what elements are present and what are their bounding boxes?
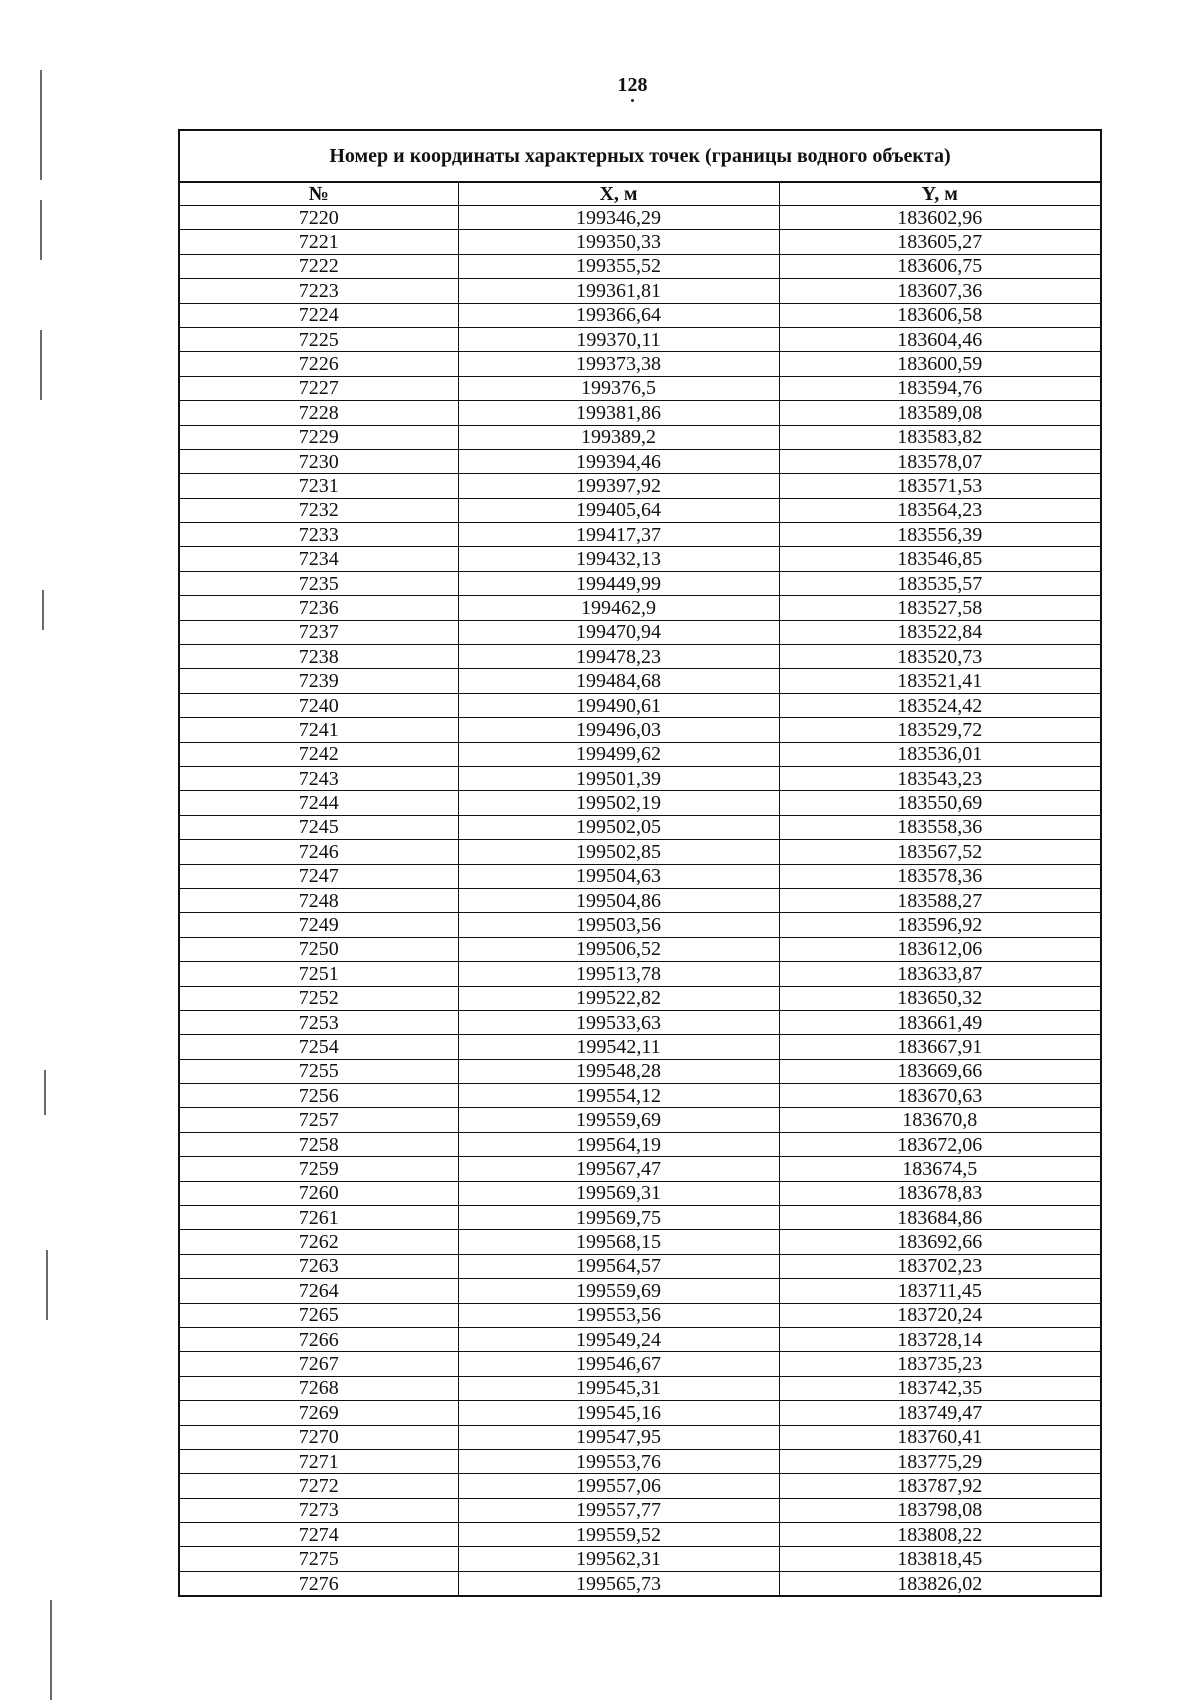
x-coordinate-cell: 199569,31	[458, 1181, 779, 1205]
table-row	[179, 645, 1101, 669]
point-number-cell: 7231	[179, 474, 458, 498]
table-row	[179, 1376, 1101, 1400]
table-row	[179, 1181, 1101, 1205]
point-number-cell: 7242	[179, 742, 458, 766]
table-row	[179, 1523, 1101, 1547]
table-row	[179, 1498, 1101, 1522]
y-coordinate-cell: 183711,45	[779, 1279, 1101, 1303]
point-number-cell: 7224	[179, 303, 458, 327]
point-number-cell: 7266	[179, 1327, 458, 1351]
table-row	[179, 206, 1101, 230]
y-coordinate-cell: 183678,83	[779, 1181, 1101, 1205]
x-coordinate-cell: 199559,52	[458, 1523, 779, 1547]
table-row	[179, 962, 1101, 986]
x-coordinate-cell: 199432,13	[458, 547, 779, 571]
point-number-cell: 7271	[179, 1449, 458, 1473]
y-coordinate-cell: 183826,02	[779, 1571, 1101, 1596]
x-coordinate-cell: 199504,63	[458, 864, 779, 888]
table-row	[179, 1303, 1101, 1327]
point-number-cell: 7248	[179, 888, 458, 912]
x-coordinate-cell: 199522,82	[458, 986, 779, 1010]
table-row	[179, 864, 1101, 888]
table-row	[179, 791, 1101, 815]
x-coordinate-cell: 199361,81	[458, 279, 779, 303]
x-coordinate-cell: 199547,95	[458, 1425, 779, 1449]
point-number-cell: 7239	[179, 669, 458, 693]
point-number-cell: 7274	[179, 1523, 458, 1547]
point-number-cell: 7229	[179, 425, 458, 449]
point-number-cell: 7252	[179, 986, 458, 1010]
y-coordinate-cell: 183524,42	[779, 693, 1101, 717]
x-coordinate-cell: 199549,24	[458, 1327, 779, 1351]
point-number-cell: 7245	[179, 815, 458, 839]
x-coordinate-cell: 199499,62	[458, 742, 779, 766]
y-coordinate-cell: 183672,06	[779, 1132, 1101, 1156]
table-row	[179, 376, 1101, 400]
table-row	[179, 523, 1101, 547]
point-number-cell: 7257	[179, 1108, 458, 1132]
x-coordinate-cell: 199496,03	[458, 718, 779, 742]
x-coordinate-cell: 199553,56	[458, 1303, 779, 1327]
table-row	[179, 986, 1101, 1010]
x-coordinate-cell: 199564,19	[458, 1132, 779, 1156]
table-row	[179, 327, 1101, 351]
x-coordinate-cell: 199559,69	[458, 1279, 779, 1303]
point-number-cell: 7228	[179, 401, 458, 425]
table-row	[179, 449, 1101, 473]
x-coordinate-cell: 199373,38	[458, 352, 779, 376]
y-coordinate-cell: 183546,85	[779, 547, 1101, 571]
y-coordinate-cell: 183674,5	[779, 1157, 1101, 1181]
y-coordinate-cell: 183735,23	[779, 1352, 1101, 1376]
y-coordinate-cell: 183808,22	[779, 1523, 1101, 1547]
point-number-cell: 7276	[179, 1571, 458, 1596]
table-row	[179, 230, 1101, 254]
x-coordinate-cell: 199502,05	[458, 815, 779, 839]
table-row	[179, 1035, 1101, 1059]
x-coordinate-cell: 199557,06	[458, 1474, 779, 1498]
column-header-x: X, м	[458, 182, 779, 206]
column-header-y: Y, м	[779, 182, 1101, 206]
table-row	[179, 1254, 1101, 1278]
x-coordinate-cell: 199567,47	[458, 1157, 779, 1181]
table-row	[179, 1059, 1101, 1083]
table-row	[179, 1230, 1101, 1254]
table-body	[179, 206, 1101, 1597]
table-row	[179, 1010, 1101, 1034]
x-coordinate-cell: 199553,76	[458, 1449, 779, 1473]
point-number-cell: 7243	[179, 766, 458, 790]
x-coordinate-cell: 199462,9	[458, 596, 779, 620]
x-coordinate-cell: 199490,61	[458, 693, 779, 717]
x-coordinate-cell: 199546,67	[458, 1352, 779, 1376]
x-coordinate-cell: 199397,92	[458, 474, 779, 498]
y-coordinate-cell: 183607,36	[779, 279, 1101, 303]
y-coordinate-cell: 183720,24	[779, 1303, 1101, 1327]
point-number-cell: 7222	[179, 254, 458, 278]
table-row	[179, 425, 1101, 449]
point-number-cell: 7249	[179, 913, 458, 937]
y-coordinate-cell: 183536,01	[779, 742, 1101, 766]
table-row	[179, 571, 1101, 595]
table-row	[179, 1206, 1101, 1230]
table-row	[179, 840, 1101, 864]
point-number-cell: 7260	[179, 1181, 458, 1205]
x-coordinate-cell: 199381,86	[458, 401, 779, 425]
y-coordinate-cell: 183775,29	[779, 1449, 1101, 1473]
table-row	[179, 1352, 1101, 1376]
y-coordinate-cell: 183670,63	[779, 1084, 1101, 1108]
point-number-cell: 7268	[179, 1376, 458, 1400]
scan-edge-mark	[40, 330, 42, 400]
x-coordinate-cell: 199394,46	[458, 449, 779, 473]
y-coordinate-cell: 183670,8	[779, 1108, 1101, 1132]
y-coordinate-cell: 183550,69	[779, 791, 1101, 815]
x-coordinate-cell: 199548,28	[458, 1059, 779, 1083]
y-coordinate-cell: 183692,66	[779, 1230, 1101, 1254]
y-coordinate-cell: 183742,35	[779, 1376, 1101, 1400]
y-coordinate-cell: 183604,46	[779, 327, 1101, 351]
x-coordinate-cell: 199554,12	[458, 1084, 779, 1108]
point-number-cell: 7259	[179, 1157, 458, 1181]
point-number-cell: 7238	[179, 645, 458, 669]
point-number-cell: 7269	[179, 1401, 458, 1425]
x-coordinate-cell: 199513,78	[458, 962, 779, 986]
x-coordinate-cell: 199569,75	[458, 1206, 779, 1230]
column-header-number: №	[179, 182, 458, 206]
y-coordinate-cell: 183556,39	[779, 523, 1101, 547]
y-coordinate-cell: 183558,36	[779, 815, 1101, 839]
y-coordinate-cell: 183602,96	[779, 206, 1101, 230]
x-coordinate-cell: 199504,86	[458, 888, 779, 912]
table-row	[179, 474, 1101, 498]
point-number-cell: 7273	[179, 1498, 458, 1522]
x-coordinate-cell: 199503,56	[458, 913, 779, 937]
table-row	[179, 815, 1101, 839]
point-number-cell: 7262	[179, 1230, 458, 1254]
y-coordinate-cell: 183589,08	[779, 401, 1101, 425]
y-coordinate-cell: 183596,92	[779, 913, 1101, 937]
point-number-cell: 7223	[179, 279, 458, 303]
point-number-cell: 7275	[179, 1547, 458, 1571]
table-row	[179, 913, 1101, 937]
y-coordinate-cell: 183612,06	[779, 937, 1101, 961]
x-coordinate-cell: 199470,94	[458, 620, 779, 644]
y-coordinate-cell: 183760,41	[779, 1425, 1101, 1449]
x-coordinate-cell: 199568,15	[458, 1230, 779, 1254]
table-row	[179, 937, 1101, 961]
point-number-cell: 7253	[179, 1010, 458, 1034]
point-number-cell: 7232	[179, 498, 458, 522]
scan-edge-mark	[42, 590, 44, 630]
y-coordinate-cell: 183578,36	[779, 864, 1101, 888]
table-row	[179, 1425, 1101, 1449]
point-number-cell: 7265	[179, 1303, 458, 1327]
x-coordinate-cell: 199545,16	[458, 1401, 779, 1425]
point-number-cell: 7258	[179, 1132, 458, 1156]
point-number-cell: 7244	[179, 791, 458, 815]
x-coordinate-cell: 199370,11	[458, 327, 779, 351]
point-number-cell: 7270	[179, 1425, 458, 1449]
table-row	[179, 1132, 1101, 1156]
point-number-cell: 7240	[179, 693, 458, 717]
x-coordinate-cell: 199484,68	[458, 669, 779, 693]
point-number-cell: 7264	[179, 1279, 458, 1303]
table-row	[179, 254, 1101, 278]
table-row	[179, 352, 1101, 376]
point-number-cell: 7227	[179, 376, 458, 400]
table-row	[179, 718, 1101, 742]
y-coordinate-cell: 183529,72	[779, 718, 1101, 742]
x-coordinate-cell: 199564,57	[458, 1254, 779, 1278]
x-coordinate-cell: 199355,52	[458, 254, 779, 278]
table-row	[179, 1571, 1101, 1596]
y-coordinate-cell: 183684,86	[779, 1206, 1101, 1230]
y-coordinate-cell: 183543,23	[779, 766, 1101, 790]
table-row	[179, 1327, 1101, 1351]
table-row	[179, 669, 1101, 693]
table-row	[179, 279, 1101, 303]
y-coordinate-cell: 183564,23	[779, 498, 1101, 522]
y-coordinate-cell: 183749,47	[779, 1401, 1101, 1425]
x-coordinate-cell: 199502,85	[458, 840, 779, 864]
table-row	[179, 1547, 1101, 1571]
x-coordinate-cell: 199565,73	[458, 1571, 779, 1596]
table-row	[179, 547, 1101, 571]
y-coordinate-cell: 183667,91	[779, 1035, 1101, 1059]
table-row	[179, 1474, 1101, 1498]
x-coordinate-cell: 199502,19	[458, 791, 779, 815]
y-coordinate-cell: 183605,27	[779, 230, 1101, 254]
y-coordinate-cell: 183798,08	[779, 1498, 1101, 1522]
table-row	[179, 596, 1101, 620]
table-row	[179, 498, 1101, 522]
y-coordinate-cell: 183522,84	[779, 620, 1101, 644]
point-number-cell: 7256	[179, 1084, 458, 1108]
point-number-cell: 7261	[179, 1206, 458, 1230]
x-coordinate-cell: 199545,31	[458, 1376, 779, 1400]
point-number-cell: 7272	[179, 1474, 458, 1498]
point-number-cell: 7221	[179, 230, 458, 254]
scan-edge-mark	[40, 200, 42, 260]
table-row	[179, 1084, 1101, 1108]
y-coordinate-cell: 183606,58	[779, 303, 1101, 327]
y-coordinate-cell: 183633,87	[779, 962, 1101, 986]
y-coordinate-cell: 183787,92	[779, 1474, 1101, 1498]
point-number-cell: 7234	[179, 547, 458, 571]
x-coordinate-cell: 199559,69	[458, 1108, 779, 1132]
x-coordinate-cell: 199346,29	[458, 206, 779, 230]
y-coordinate-cell: 183521,41	[779, 669, 1101, 693]
y-coordinate-cell: 183702,23	[779, 1254, 1101, 1278]
x-coordinate-cell: 199542,11	[458, 1035, 779, 1059]
x-coordinate-cell: 199506,52	[458, 937, 779, 961]
x-coordinate-cell: 199376,5	[458, 376, 779, 400]
x-coordinate-cell: 199417,37	[458, 523, 779, 547]
y-coordinate-cell: 183600,59	[779, 352, 1101, 376]
table-row	[179, 1449, 1101, 1473]
table-row	[179, 1401, 1101, 1425]
point-number-cell: 7247	[179, 864, 458, 888]
y-coordinate-cell: 183728,14	[779, 1327, 1101, 1351]
x-coordinate-cell: 199449,99	[458, 571, 779, 595]
page-number: 128	[0, 74, 1200, 102]
y-coordinate-cell: 183571,53	[779, 474, 1101, 498]
table-header-row	[179, 182, 1101, 206]
x-coordinate-cell: 199501,39	[458, 766, 779, 790]
table-row	[179, 1157, 1101, 1181]
table-row	[179, 766, 1101, 790]
y-coordinate-cell: 183669,66	[779, 1059, 1101, 1083]
y-coordinate-cell: 183520,73	[779, 645, 1101, 669]
point-number-cell: 7250	[179, 937, 458, 961]
y-coordinate-cell: 183594,76	[779, 376, 1101, 400]
table-row	[179, 693, 1101, 717]
x-coordinate-cell: 199533,63	[458, 1010, 779, 1034]
point-number-cell: 7220	[179, 206, 458, 230]
x-coordinate-cell: 199405,64	[458, 498, 779, 522]
x-coordinate-cell: 199350,33	[458, 230, 779, 254]
coordinates-table	[178, 129, 1102, 1597]
point-number-cell: 7241	[179, 718, 458, 742]
y-coordinate-cell: 183650,32	[779, 986, 1101, 1010]
y-coordinate-cell: 183661,49	[779, 1010, 1101, 1034]
point-number-cell: 7230	[179, 449, 458, 473]
table-row	[179, 1108, 1101, 1132]
table-row	[179, 401, 1101, 425]
y-coordinate-cell: 183578,07	[779, 449, 1101, 473]
table-caption: Номер и координаты характерных точек (границы водного объекта)	[179, 130, 1101, 182]
point-number-cell: 7263	[179, 1254, 458, 1278]
y-coordinate-cell: 183527,58	[779, 596, 1101, 620]
point-number-cell: 7226	[179, 352, 458, 376]
point-number-cell: 7236	[179, 596, 458, 620]
y-coordinate-cell: 183818,45	[779, 1547, 1101, 1571]
point-number-cell: 7225	[179, 327, 458, 351]
point-number-cell: 7255	[179, 1059, 458, 1083]
table-row	[179, 303, 1101, 327]
table-row	[179, 1279, 1101, 1303]
table-row	[179, 742, 1101, 766]
scan-edge-mark	[44, 1070, 46, 1115]
x-coordinate-cell: 199562,31	[458, 1547, 779, 1571]
scan-edge-mark	[50, 1600, 52, 1700]
y-coordinate-cell: 183567,52	[779, 840, 1101, 864]
x-coordinate-cell: 199478,23	[458, 645, 779, 669]
y-coordinate-cell: 183535,57	[779, 571, 1101, 595]
point-number-cell: 7237	[179, 620, 458, 644]
point-number-cell: 7235	[179, 571, 458, 595]
point-number-cell: 7233	[179, 523, 458, 547]
table-row	[179, 888, 1101, 912]
x-coordinate-cell: 199366,64	[458, 303, 779, 327]
y-coordinate-cell: 183588,27	[779, 888, 1101, 912]
point-number-cell: 7251	[179, 962, 458, 986]
point-number-cell: 7267	[179, 1352, 458, 1376]
x-coordinate-cell: 199557,77	[458, 1498, 779, 1522]
table-row	[179, 620, 1101, 644]
scan-edge-mark	[46, 1250, 48, 1320]
y-coordinate-cell: 183606,75	[779, 254, 1101, 278]
y-coordinate-cell: 183583,82	[779, 425, 1101, 449]
point-number-cell: 7246	[179, 840, 458, 864]
point-number-cell: 7254	[179, 1035, 458, 1059]
x-coordinate-cell: 199389,2	[458, 425, 779, 449]
